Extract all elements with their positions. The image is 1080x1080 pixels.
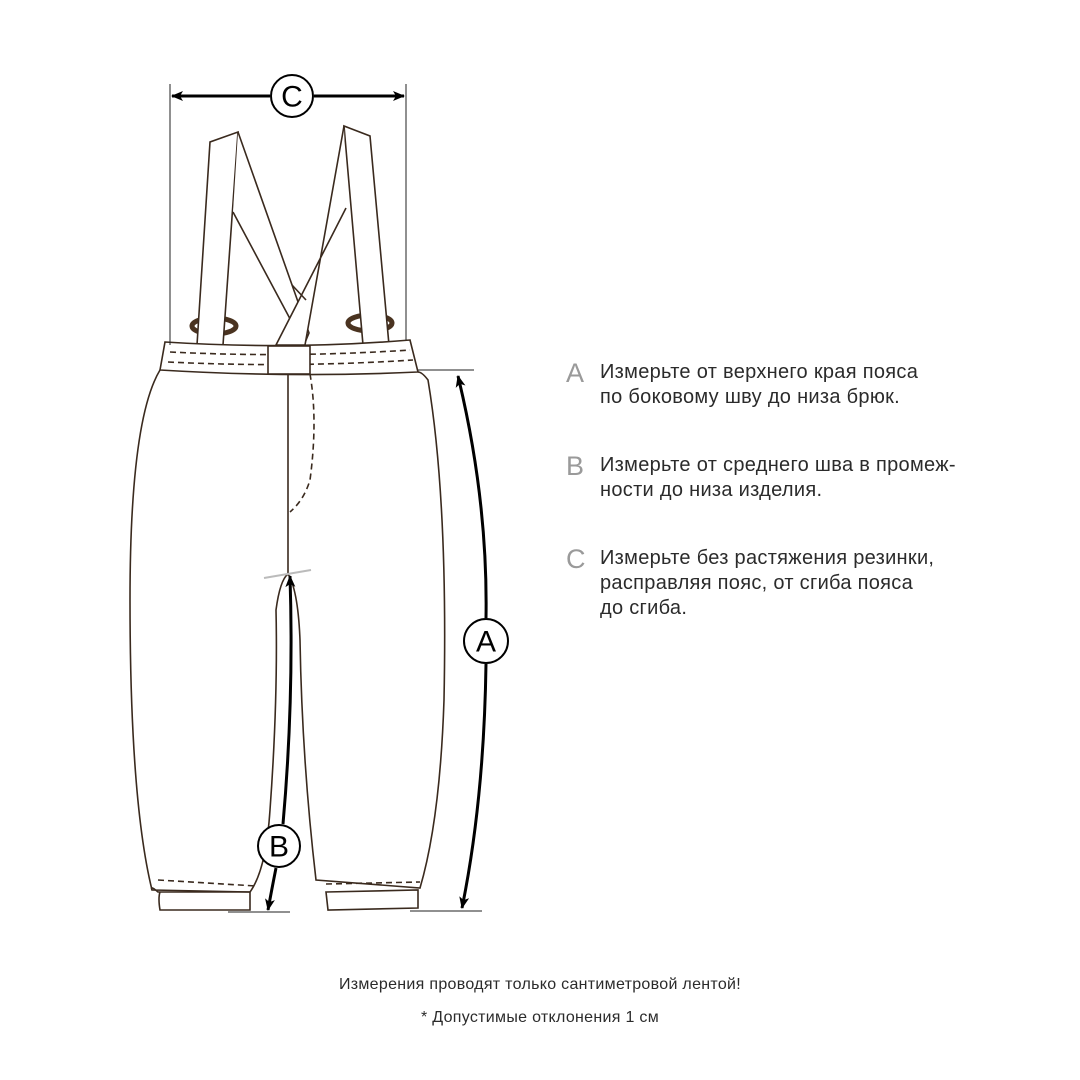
left-strap (197, 132, 238, 345)
instruction-c-letter: C (566, 544, 586, 574)
instruction-b-letter: B (566, 451, 585, 481)
label-c: C (281, 80, 303, 114)
tolerance-note: * Допустимые отклонения 1 см (420, 1009, 659, 1026)
right-cuff (326, 890, 418, 910)
label-b: B (268, 830, 290, 864)
dimension-b (258, 576, 300, 910)
measurement-note: Измерения проводят только сантиметровой лентой! (338, 976, 742, 993)
pants-illustration (130, 126, 445, 910)
left-cuff (152, 888, 250, 910)
label-a: A (475, 625, 497, 659)
instruction-a-letter: A (566, 358, 585, 388)
dimension-a (458, 376, 508, 908)
instruction-c-text: Измерьте без растяжения резинки, расправляя пояс, от сгиба пояса до сгиба. (600, 547, 935, 619)
instruction-b-text: Измерьте от среднего шва в промеж- ности до низа изделия. (600, 454, 956, 501)
instruction-a-text: Измерьте от верхнего края пояса по боковому шву до низа брюк. (600, 361, 919, 408)
right-strap (344, 126, 389, 345)
waist-tab (268, 346, 310, 374)
dimension-c (172, 75, 404, 117)
